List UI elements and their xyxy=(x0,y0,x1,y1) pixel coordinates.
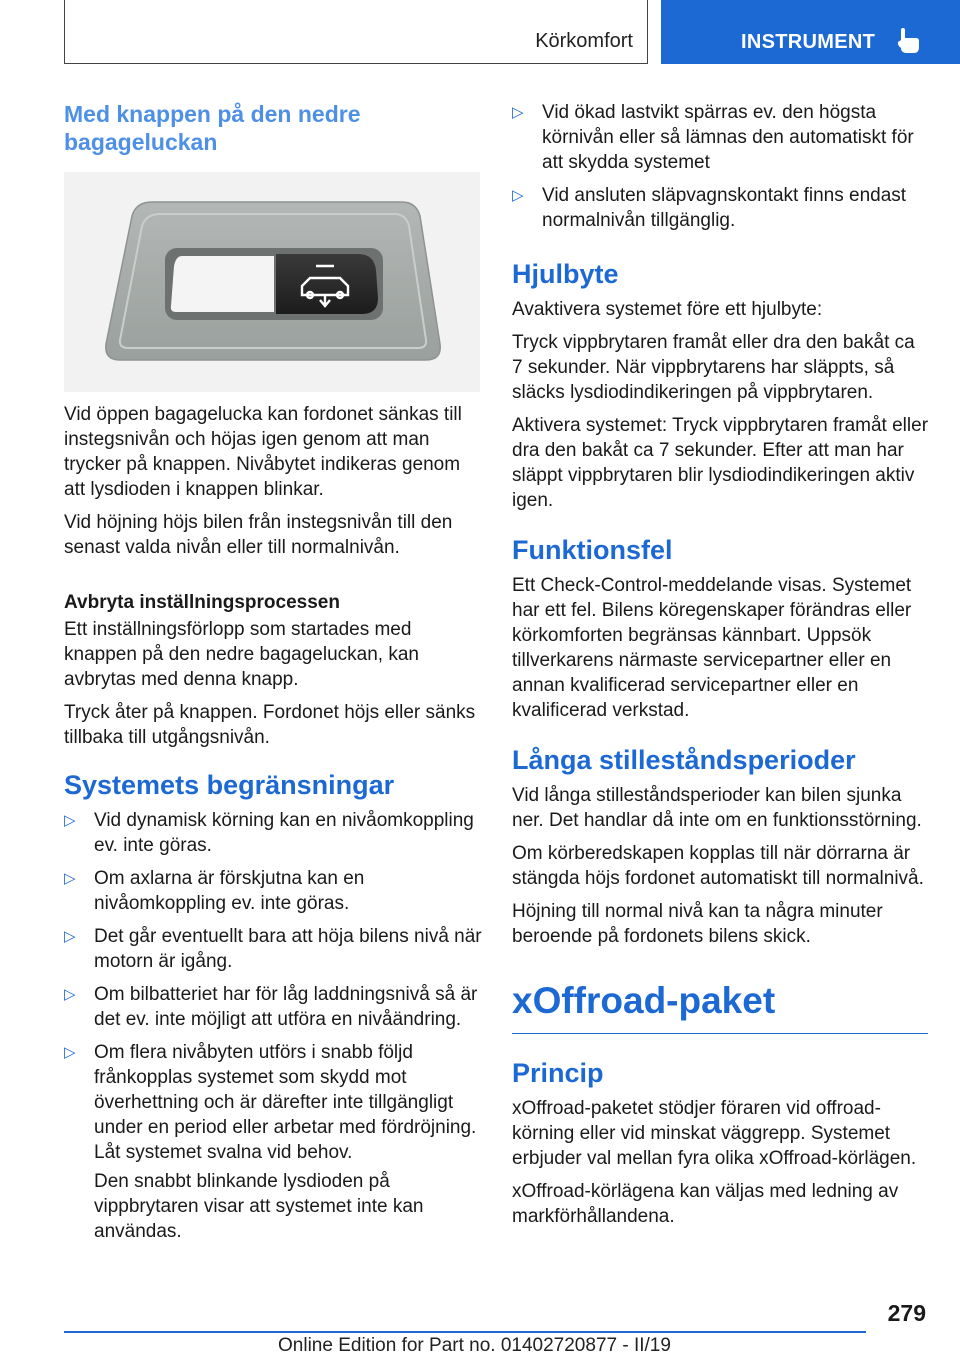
triangle-bullet-icon: ▷ xyxy=(64,1044,76,1061)
paragraph-standstill-1: Vid långa stilleståndsperioder kan bilen sjunka ner. Det handlar då inte om en funktionsstörning. xyxy=(512,785,922,831)
system-limits-list xyxy=(64,808,482,1244)
footer-edition: Online Edition for Part no. 01402720877 - II/19 xyxy=(278,1335,671,1356)
heading-system-limits: Systemets begränsningar xyxy=(64,770,395,800)
paragraph-principle-2: xOffroad-körlägena kan väljas med ledning av markförhållandena. xyxy=(512,1181,899,1227)
paragraph-principle-1: xOffroad-paketet stödjer föraren vid offroad-körning eller vid minskat väggrepp. Systemet erbjuder val mellan fyra olika xOffroad-körlägen. xyxy=(512,1098,917,1169)
paragraph-malfunction: Ett Check-Control-meddelande visas. Systemet har ett fel. Bilens köregenskaper förändras eller körkomforten begränsas kännbart. Uppsök tillverkarens närmaste servicepartner eller en annan kvalificerad servicepartner eller en kvalificerad verkstad. xyxy=(512,575,912,721)
heading-standstill: Långa stilleståndsperioder xyxy=(512,745,856,775)
list-item-note: Den snabbt blinkande lysdioden på vippbrytaren visar att systemet inte kan användas. xyxy=(94,1171,424,1242)
list-item: ▷ Om bilbatteriet har för låg laddningsnivå så är det ev. inte möjligt att utföra en nivåändring. xyxy=(64,984,478,1030)
heading-malfunction: Funktionsfel xyxy=(512,535,673,565)
footer-rule xyxy=(64,1331,866,1333)
triangle-bullet-icon: ▷ xyxy=(64,812,76,829)
heading-principle: Princip xyxy=(512,1058,604,1088)
triangle-bullet-icon: ▷ xyxy=(64,870,76,887)
paragraph-wheel-2: Tryck vippbrytaren framåt eller dra den bakåt ca 7 sekunder. När vippbrytarens har släppts, så släcks lysdiodindikeringen på vippbrytaren. xyxy=(512,332,915,403)
list-item: ▷ Det går eventuellt bara att höja bilens nivå när motorn är igång. xyxy=(64,926,482,972)
section-header-box xyxy=(64,0,648,64)
heading-wheel-change: Hjulbyte xyxy=(512,259,619,289)
paragraph-cancel-1: Ett inställningsförlopp som startades med knappen på den nedre bagageluckan, kan avbrytas med denna knapp. xyxy=(64,619,419,690)
left-column xyxy=(64,100,482,1252)
triangle-bullet-icon: ▷ xyxy=(512,187,524,204)
chapter-tab-label: INSTRUMENT xyxy=(741,31,876,53)
heading-cancel-adjustment: Avbryta inställningsprocessen xyxy=(64,592,340,613)
list-item: ▷ Vid ansluten släpvagnskontakt finns endast normalnivån tillgänglig. xyxy=(512,185,907,231)
tailgate-button-illustration xyxy=(64,172,480,392)
paragraph-lowering: Vid öppen bagagelucka kan fordonet sänkas till instegsnivån och höjas igen genom att man trycker på knappen. Nivåbytet indikeras genom att lysdioden i knappen blinkar. xyxy=(64,404,462,500)
tailgate-button-figure xyxy=(64,172,480,392)
paragraph-standstill-3: Höjning till normal nivå kan ta några minuter beroende på fordonets bilens skick. xyxy=(512,901,883,947)
pointing-hand-icon xyxy=(897,26,921,54)
page-number: 279 xyxy=(887,1300,926,1326)
paragraph-wheel-1: Avaktivera systemet före ett hjulbyte: xyxy=(512,299,823,320)
chapter-title: xOffroad-paket xyxy=(512,979,928,1034)
triangle-bullet-icon: ▷ xyxy=(64,928,76,945)
page-header xyxy=(0,0,960,66)
list-item: ▷ Om flera nivåbyten utförs i snabb följd frånkopplas systemet som skydd mot överhettning och är därefter inte tillgängligt under en period eller arbetar med fördröjning. Låt systemet svalna vid behov. Den snabbt blinkande lysdioden på vippbrytaren visar att systemet inte kan användas. xyxy=(64,1040,482,1244)
right-column xyxy=(512,100,928,1237)
triangle-bullet-icon: ▷ xyxy=(512,104,524,121)
paragraph-cancel-2: Tryck åter på knappen. Fordonet höjs eller sänks tillbaka till utgångsnivån. xyxy=(64,702,476,748)
heading-tailgate-button: Med knappen på den nedre bagageluckan xyxy=(64,101,361,155)
paragraph-raising: Vid höjning höjs bilen från instegsnivån till den senast valda nivån eller till normalnivån. xyxy=(64,512,453,558)
chapter-tab[interactable] xyxy=(661,0,960,64)
system-limits-list-continued xyxy=(512,100,928,233)
list-item: ▷ Vid ökad lastvikt spärras ev. den högsta körnivån eller så lämnas den automatiskt för att skydda systemet xyxy=(512,102,914,173)
triangle-bullet-icon: ▷ xyxy=(64,986,76,1003)
section-title: Körkomfort xyxy=(535,30,633,52)
list-item: ▷ Om axlarna är förskjutna kan en nivåomkoppling ev. inte göras. xyxy=(64,868,365,914)
paragraph-standstill-2: Om körberedskapen kopplas till när dörrarna är stängda höjs fordonet automatiskt till normalnivå. xyxy=(512,843,924,889)
list-item: ▷ Vid dynamisk körning kan en nivåomkoppling ev. inte göras. xyxy=(64,810,474,856)
paragraph-wheel-3: Aktivera systemet: Tryck vippbrytaren framåt eller dra den bakåt ca 7 sekunder. Efter att man har släppt vippbrytaren blir lysdiodindikeringen aktiv igen. xyxy=(512,415,929,511)
